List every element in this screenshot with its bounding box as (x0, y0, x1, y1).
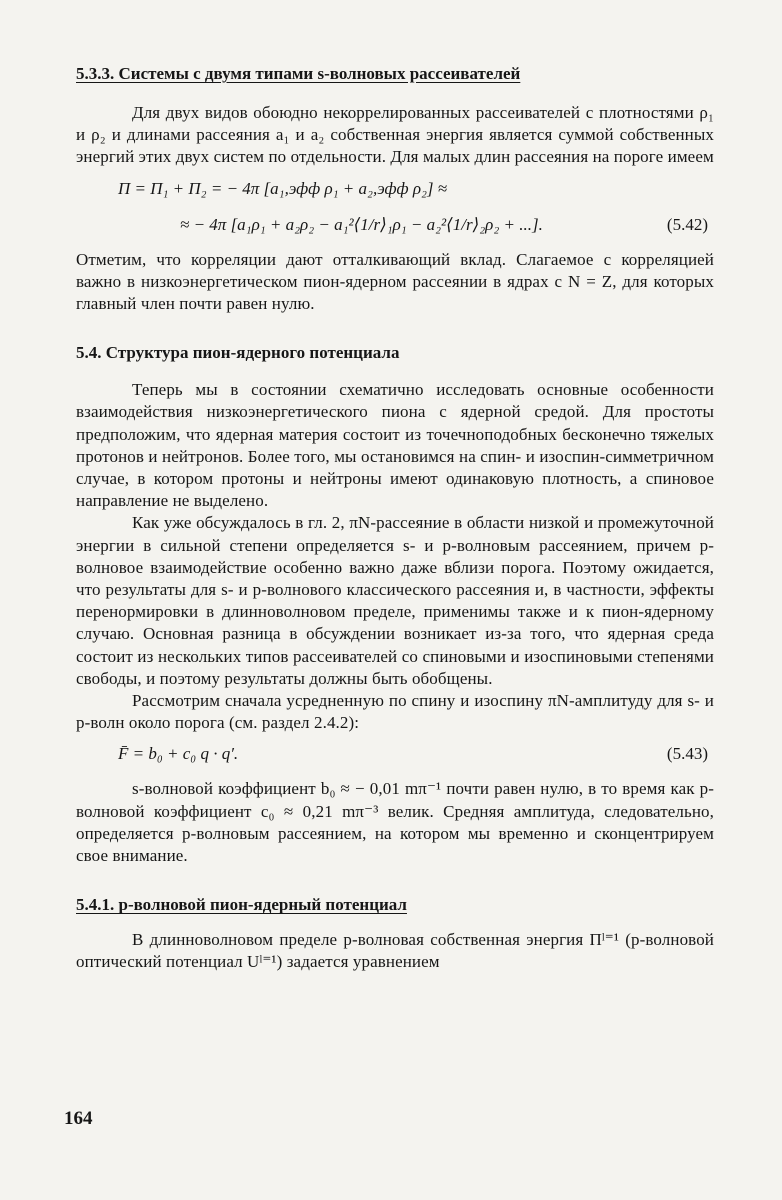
paragraph: Рассмотрим сначала усредненную по спину и изоспину πN-амплитуду для s- и p-волн около порога (см. раздел 2.4.2): (76, 691, 714, 733)
page-number: 164 (64, 1108, 93, 1129)
equation-number: (5.43) (666, 744, 708, 764)
paragraph: s-волновой коэффициент b₀ ≈ − 0,01 mπ⁻¹ почти равен нулю, в то время как p-волновой коэффициент c₀ ≈ 0,21 mπ⁻³ велик. Средняя амплитуда, следовательно, определяется p-волновым рассеянием, на котором мы временно и сконцентрируем свое внимание. (76, 779, 714, 866)
section-heading-5-4: 5.4. Структура пион-ядерного потенциала (76, 343, 400, 363)
paragraph: Отметим, что корреляции дают отталкивающий вклад. Слагаемое с корреляцией важно в низкоэнергетическом пион-ядерном рассеянии в ядрах с N = Z, для которых главный член почти равен нулю. (76, 249, 714, 314)
equation-number: (5.42) (666, 214, 708, 234)
equation-body: F̄ = b₀ + c₀ q · q′. (118, 744, 239, 764)
section-heading-5-4-1: 5.4.1. p-волновой пион-ядерный потенциал (76, 895, 407, 915)
paragraph: Теперь мы в состоянии схематично исследовать основные особенности взаимодействия низкоэнергетического пиона с ядерной средой. Для простоты предположим, что ядерная материя состоит из точечноподобных бесконечно тяжелых протонов и нейтронов. Более того, мы остановимся на спин- и изоспин-симметричном случае, в котором протоны и нейтроны имеют одинаковую плотность, а спиновое направление не выделено. (76, 380, 714, 511)
paragraph: Как уже обсуждалось в гл. 2, πN-рассеяние в области низкой и промежуточной энергии в сильной степени определяется s- и p-волновым рассеянием, причем p-волновое взаимодействие особенно важно даже вблизи порога. Поэтому ожидается, что результаты для s- и p-волнового классического рассеяния и, в частности, эффекты перенормировки в длинноволновом пределе, применимы также и к пион-ядерному случаю. Основная разница в обсуждении возникает из-за того, что ядерная среда состоит из нескольких типов рассеивателей со спиновыми и изоспиновыми степенями свободы, и поэтому результаты должны быть обобщены. (76, 513, 714, 688)
paragraph: В длинноволновом пределе p-волновая собственная энергия Πˡ⁼¹ (p-волновой оптический потенциал Uˡ⁼¹) задается уравнением (76, 930, 714, 972)
equation-line (76, 213, 714, 237)
equation-line (76, 742, 714, 766)
page-body (76, 62, 714, 974)
paragraph: Для двух видов обоюдно некоррелированных рассеивателей с плотностями ρ₁ и ρ₂ и длинами рассеяния a₁ и a₂ собственная энергия является суммой собственных энергий этих двух систем по отдельности. Для малых длин рассеяния на пороге имеем (76, 103, 714, 167)
equation-body: ≈ − 4π [a₁ρ₁ + a₂ρ₂ − a₁²⟨1/r⟩₁ρ₁ − a₂²⟨1/r⟩₂ρ₂ + ...]. (180, 214, 543, 234)
section-heading-5-3-3: 5.3.3. Системы с двумя типами s-волновых рассеивателей (76, 64, 521, 83)
equation-line: Π = Π₁ + Π₂ = − 4π [a₁,эфф ρ₁ + a₂,эфф ρ₂] ≈ (118, 178, 448, 198)
